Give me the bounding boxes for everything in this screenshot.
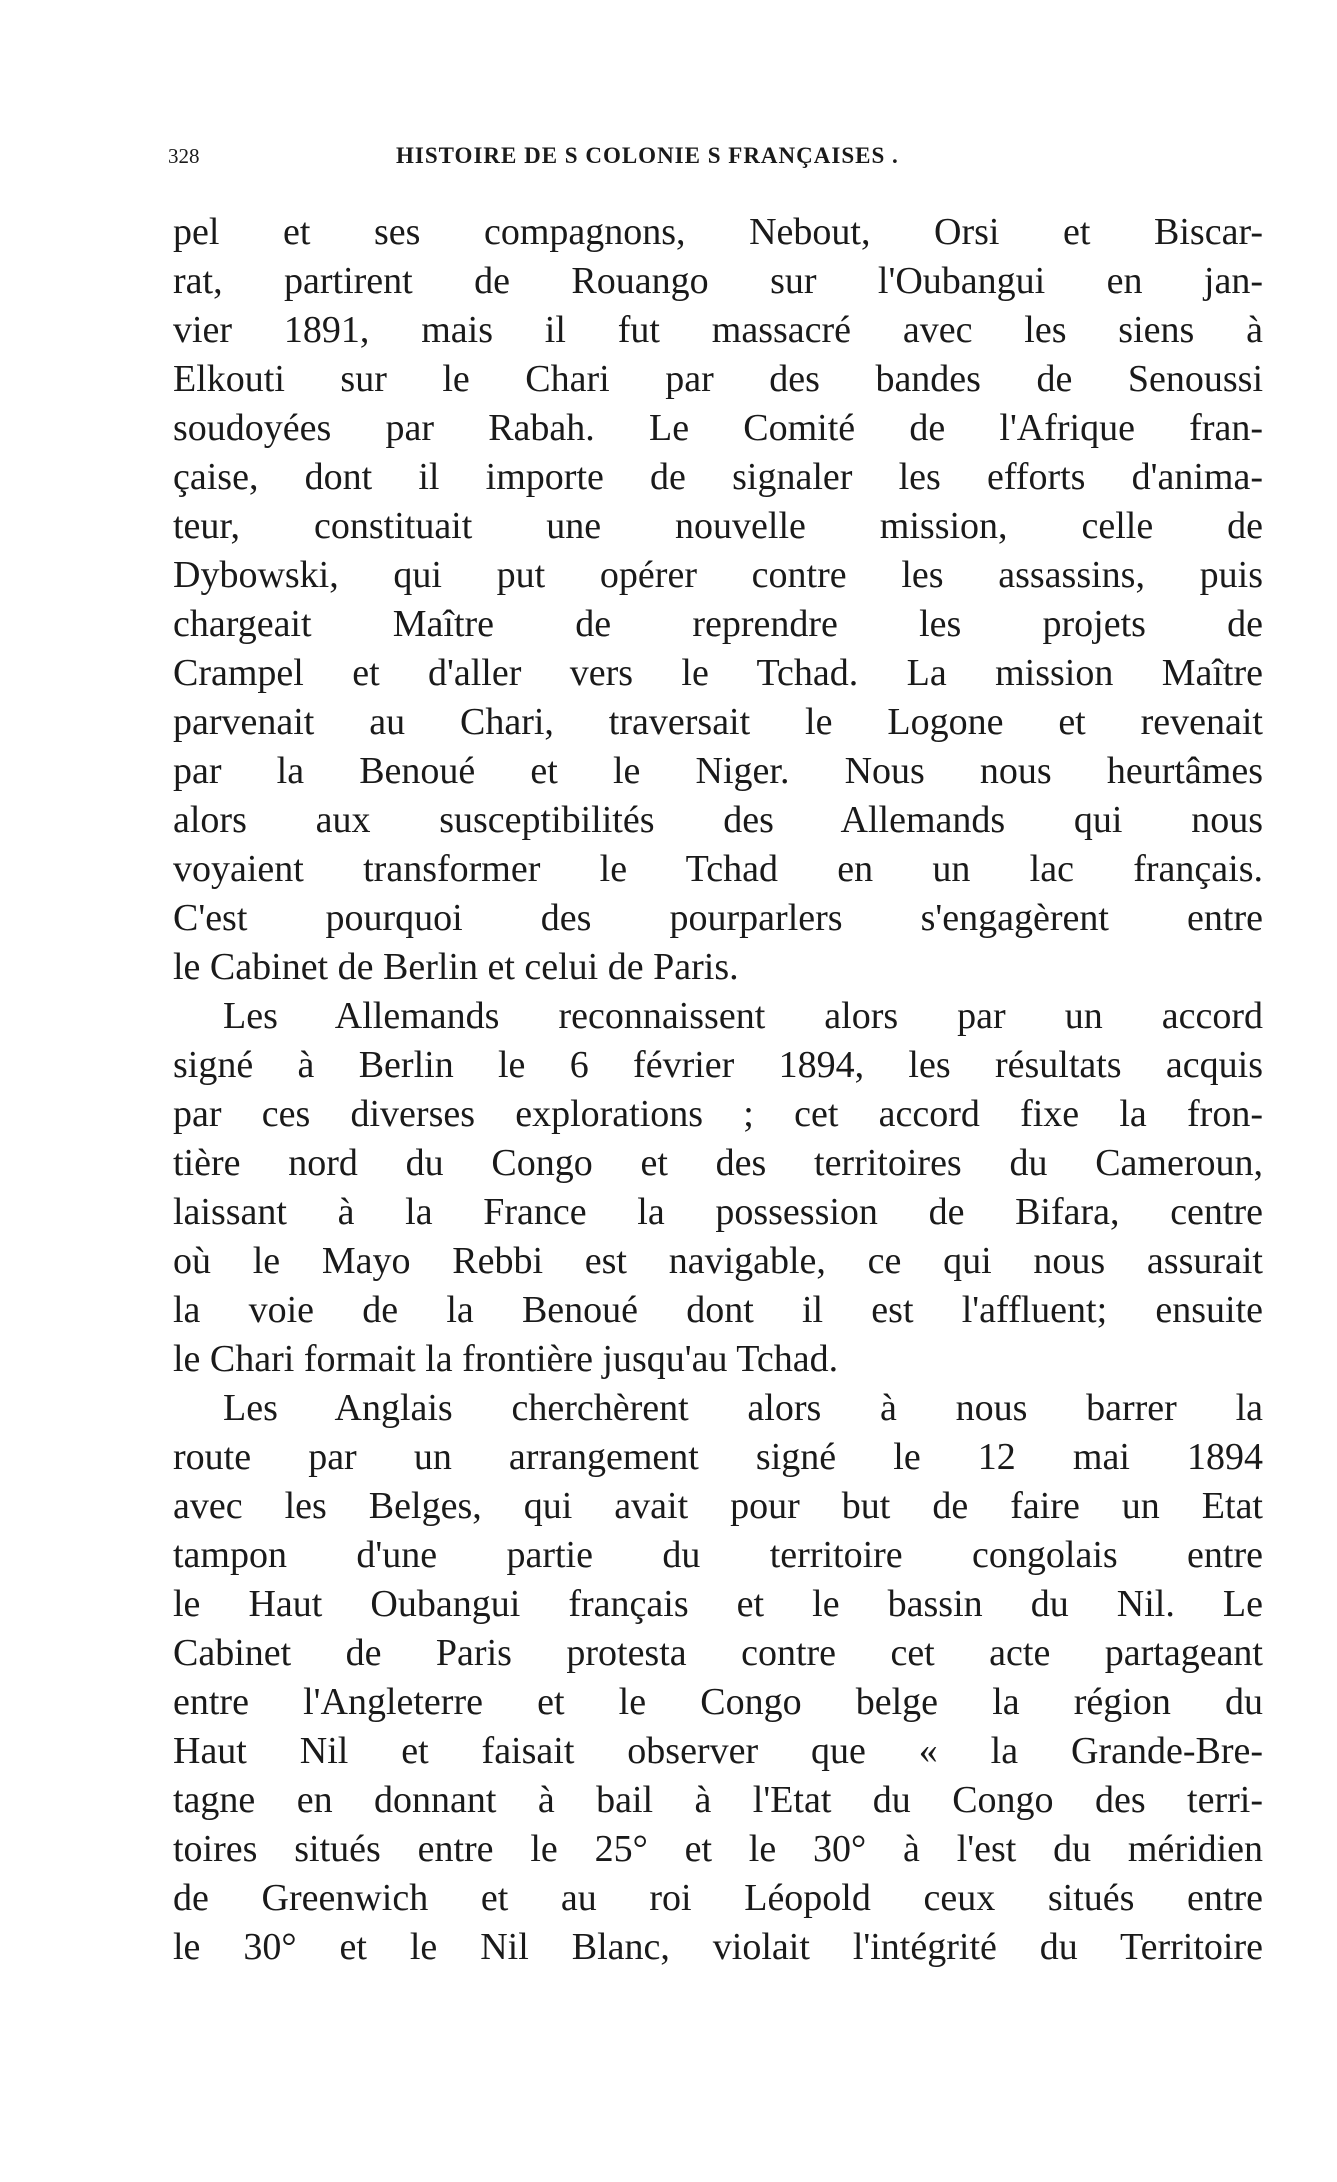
text-line: rat, partirent de Rouango sur l'Oubangui en jan- [173,260,1263,302]
text-line: le Cabinet de Berlin et celui de Paris. [173,946,739,988]
text-line: où le Mayo Rebbi est navigable, ce qui nous assurait [173,1240,1263,1282]
text-line: route par un arrangement signé le 12 mai 1894 [173,1436,1263,1478]
text-line: alors aux susceptibilités des Allemands qui nous [173,799,1263,841]
text-line: voyaient transformer le Tchad en un lac français. [173,848,1263,890]
text-line: signé à Berlin le 6 février 1894, les résultats acquis [173,1044,1263,1086]
text-line: le 30° et le Nil Blanc, violait l'intégrité du Territoire [173,1926,1263,1968]
text-line: la voie de la Benoué dont il est l'affluent; ensuite [173,1289,1263,1331]
text-line: Les Allemands reconnaissent alors par un accord [223,995,1263,1037]
text-line: tagne en donnant à bail à l'Etat du Congo des terri- [173,1779,1263,1821]
text-line: de Greenwich et au roi Léopold ceux situés entre [173,1877,1263,1919]
text-line: par la Benoué et le Niger. Nous nous heurtâmes [173,750,1263,792]
text-line: pel et ses compagnons, Nebout, Orsi et Biscar- [173,211,1263,253]
text-line: le Chari formait la frontière jusqu'au Tchad. [173,1338,839,1380]
text-line: teur, constituait une nouvelle mission, celle de [173,505,1263,547]
text-line: Dybowski, qui put opérer contre les assassins, puis [173,554,1263,596]
text-line: Les Anglais cherchèrent alors à nous barrer la [223,1387,1263,1429]
page-number: 328 [168,144,200,168]
text-line: entre l'Angleterre et le Congo belge la région du [173,1681,1263,1723]
text-line: Haut Nil et faisait observer que « la Grande-Bre- [173,1730,1263,1772]
text-line: chargeait Maître de reprendre les projets de [173,603,1263,645]
text-line: Cabinet de Paris protesta contre cet acte partageant [173,1632,1263,1674]
text-line: Elkouti sur le Chari par des bandes de Senoussi [173,358,1263,400]
text-line: Crampel et d'aller vers le Tchad. La mission Maître [173,652,1263,694]
running-header [168,138,1268,174]
running-title: HISTOIRE DE S COLONIE S FRANÇAISES . [396,143,899,168]
text-line: laissant à la France la possession de Bifara, centre [173,1191,1263,1233]
text-line: le Haut Oubangui français et le bassin du Nil. Le [173,1583,1263,1625]
text-line: tière nord du Congo et des territoires du Cameroun, [173,1142,1263,1184]
text-line: soudoyées par Rabah. Le Comité de l'Afrique fran- [173,407,1263,449]
text-line: toires situés entre le 25° et le 30° à l'est du méridien [173,1828,1263,1870]
body-text [173,208,1263,1972]
text-line: çaise, dont il importe de signaler les efforts d'anima- [173,456,1263,498]
text-line: tampon d'une partie du territoire congolais entre [173,1534,1263,1576]
text-line: par ces diverses explorations ; cet accord fixe la fron- [173,1093,1263,1135]
text-line: avec les Belges, qui avait pour but de faire un Etat [173,1485,1263,1527]
text-line: C'est pourquoi des pourparlers s'engagèrent entre [173,897,1263,939]
text-line: vier 1891, mais il fut massacré avec les siens à [173,309,1263,351]
text-line: parvenait au Chari, traversait le Logone et revenait [173,701,1263,743]
